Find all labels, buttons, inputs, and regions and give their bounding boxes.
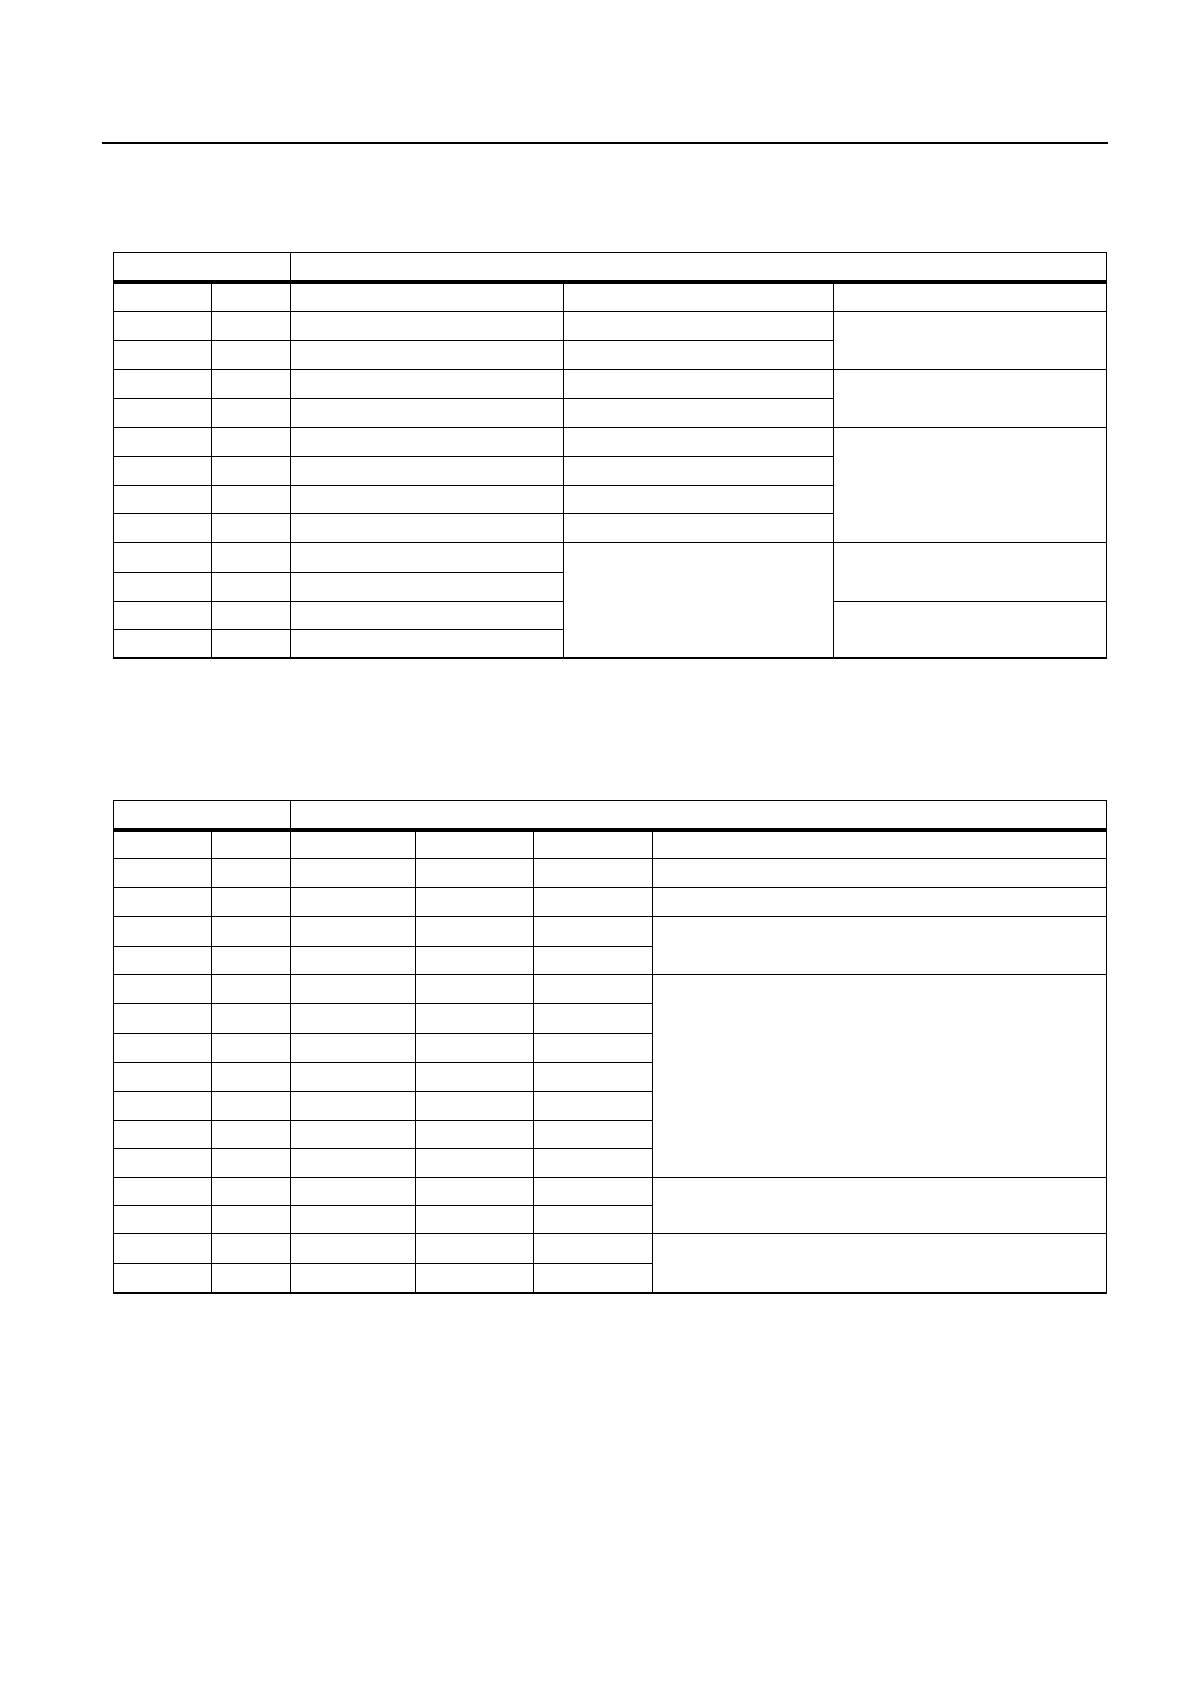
- table-2-cell-r13-c4: [416, 1178, 534, 1206]
- table-2-cell-r5-c2: [212, 947, 291, 975]
- table-1-cell-r4-c4: [564, 370, 834, 399]
- table-2-cell-r1-c5: [534, 830, 653, 859]
- table-1-cell-r8-c3: [291, 486, 564, 514]
- table-1-cell-r12-c1: [114, 602, 212, 630]
- table-2-cell-r5-c4: [416, 947, 534, 975]
- table-2-cell-r12-c5: [534, 1149, 653, 1178]
- table-2-cell-r6-c6: [653, 975, 1107, 1178]
- table-2-cell-r4-c3: [291, 917, 416, 947]
- table-1-cell-r5-c4: [564, 399, 834, 428]
- table-2-cell-r15-c4: [416, 1234, 534, 1264]
- table-1-cell-r10-c5: [834, 543, 1107, 602]
- table-2-cell-r10-c4: [416, 1092, 534, 1121]
- table-1-cell-r9-c4: [564, 514, 834, 543]
- table-1-cell-r3-c4: [564, 341, 834, 370]
- table-2-cell-r13-c6: [653, 1178, 1107, 1234]
- table-1-cell-r4-c5: [834, 370, 1107, 428]
- table-2-cell-r1-c3: [291, 830, 416, 859]
- table-2-cell-r14-c5: [534, 1206, 653, 1234]
- table-2-cell-r9-c2: [212, 1063, 291, 1092]
- table-1-cell-r4-c2: [212, 370, 291, 399]
- table-1-cell-r5-c2: [212, 399, 291, 428]
- table-2-cell-r5-c5: [534, 947, 653, 975]
- table-1-header-cell-1: [114, 253, 291, 282]
- table-1-cell-r8-c4: [564, 486, 834, 514]
- table-1-cell-r12-c5: [834, 602, 1107, 658]
- table-2-cell-r6-c4: [416, 975, 534, 1004]
- table-2-cell-r13-c2: [212, 1178, 291, 1206]
- table-1-cell-r3-c3: [291, 341, 564, 370]
- table-2-header-cell-1: [114, 801, 291, 830]
- table-1-cell-r5-c3: [291, 399, 564, 428]
- table-2-header-cell-2: [291, 801, 1107, 830]
- table-2-cell-r6-c2: [212, 975, 291, 1004]
- table-2-cell-r3-c2: [212, 888, 291, 917]
- table-2-cell-r3-c4: [416, 888, 534, 917]
- table-2-cell-r14-c1: [114, 1206, 212, 1234]
- table-2-cell-r4-c4: [416, 917, 534, 947]
- table-2-cell-r15-c3: [291, 1234, 416, 1264]
- table-1-cell-r9-c3: [291, 514, 564, 543]
- table-1-cell-r8-c1: [114, 486, 212, 514]
- table-2-cell-r11-c3: [291, 1121, 416, 1149]
- table-1-cell-r2-c4: [564, 312, 834, 341]
- table-1-cell-r1-c4: [564, 282, 834, 312]
- table-2-cell-r1-c4: [416, 830, 534, 859]
- table-2-cell-r7-c1: [114, 1004, 212, 1034]
- table-1-cell-r6-c5: [834, 428, 1107, 543]
- table-2-cell-r2-c1: [114, 859, 212, 888]
- table-1-cell-r2-c5: [834, 312, 1107, 370]
- table-1-cell-r1-c1: [114, 282, 212, 312]
- table-1-cell-r13-c2: [212, 630, 291, 658]
- table-2-cell-r12-c1: [114, 1149, 212, 1178]
- table-2-cell-r16-c1: [114, 1264, 212, 1293]
- table-2-cell-r8-c2: [212, 1034, 291, 1063]
- table-2-cell-r1-c2: [212, 830, 291, 859]
- table-1-cell-r2-c3: [291, 312, 564, 341]
- table-1-cell-r7-c3: [291, 457, 564, 486]
- table-2-cell-r3-c6: [653, 888, 1107, 917]
- table-1-cell-r11-c3: [291, 573, 564, 602]
- table-2-cell-r4-c5: [534, 917, 653, 947]
- table-1-cell-r3-c1: [114, 341, 212, 370]
- table-2-cell-r11-c1: [114, 1121, 212, 1149]
- table-2: [113, 800, 1107, 1294]
- table-2-cell-r8-c5: [534, 1034, 653, 1063]
- table-2-cell-r10-c5: [534, 1092, 653, 1121]
- table-2-cell-r2-c4: [416, 859, 534, 888]
- table-1-cell-r10-c4: [564, 543, 834, 658]
- table-1-cell-r11-c2: [212, 573, 291, 602]
- table-2-cell-r7-c3: [291, 1004, 416, 1034]
- table-2-cell-r14-c2: [212, 1206, 291, 1234]
- table-1-cell-r6-c3: [291, 428, 564, 457]
- table-2-cell-r15-c2: [212, 1234, 291, 1264]
- table-2-cell-r9-c3: [291, 1063, 416, 1092]
- table-1-cell-r7-c2: [212, 457, 291, 486]
- table-2-cell-r6-c5: [534, 975, 653, 1004]
- table-1-cell-r1-c5: [834, 282, 1107, 312]
- table-2-cell-r11-c5: [534, 1121, 653, 1149]
- table-1-cell-r3-c2: [212, 341, 291, 370]
- table-2-cell-r2-c6: [653, 859, 1107, 888]
- table-2-cell-r16-c4: [416, 1264, 534, 1293]
- table-1-cell-r9-c2: [212, 514, 291, 543]
- table-2-cell-r16-c2: [212, 1264, 291, 1293]
- table-2-cell-r9-c4: [416, 1063, 534, 1092]
- table-1-cell-r6-c1: [114, 428, 212, 457]
- table-2-cell-r8-c4: [416, 1034, 534, 1063]
- table-2-cell-r2-c5: [534, 859, 653, 888]
- table-2-cell-r12-c3: [291, 1149, 416, 1178]
- table-1-cell-r9-c1: [114, 514, 212, 543]
- table-1-header-cell-2: [291, 253, 1107, 282]
- table-2-cell-r10-c2: [212, 1092, 291, 1121]
- table-1-cell-r13-c1: [114, 630, 212, 658]
- table-1-cell-r11-c1: [114, 573, 212, 602]
- table-2-cell-r2-c3: [291, 859, 416, 888]
- table-2-cell-r13-c1: [114, 1178, 212, 1206]
- table-2-cell-r10-c1: [114, 1092, 212, 1121]
- table-2-cell-r12-c2: [212, 1149, 291, 1178]
- table-2-cell-r16-c5: [534, 1264, 653, 1293]
- table-2-cell-r7-c2: [212, 1004, 291, 1034]
- table-2-cell-r11-c2: [212, 1121, 291, 1149]
- table-1-cell-r2-c1: [114, 312, 212, 341]
- table-1-cell-r2-c2: [212, 312, 291, 341]
- table-2-cell-r9-c5: [534, 1063, 653, 1092]
- table-2-cell-r15-c6: [653, 1234, 1107, 1293]
- table-1-cell-r13-c3: [291, 630, 564, 658]
- table-1-cell-r5-c1: [114, 399, 212, 428]
- table-2-cell-r3-c1: [114, 888, 212, 917]
- table-1-cell-r10-c2: [212, 543, 291, 573]
- table-1-cell-r6-c2: [212, 428, 291, 457]
- table-2-cell-r13-c5: [534, 1178, 653, 1206]
- table-1-cell-r10-c3: [291, 543, 564, 573]
- table-2-cell-r5-c1: [114, 947, 212, 975]
- table-2-cell-r8-c3: [291, 1034, 416, 1063]
- table-1-cell-r10-c1: [114, 543, 212, 573]
- table-2-cell-r6-c3: [291, 975, 416, 1004]
- table-2-cell-r14-c3: [291, 1206, 416, 1234]
- table-1-cell-r1-c2: [212, 282, 291, 312]
- table-2-cell-r1-c1: [114, 830, 212, 859]
- table-2-cell-r5-c3: [291, 947, 416, 975]
- table-2-cell-r13-c3: [291, 1178, 416, 1206]
- table-1-cell-r4-c1: [114, 370, 212, 399]
- table-2-cell-r4-c1: [114, 917, 212, 947]
- table-2-cell-r3-c5: [534, 888, 653, 917]
- table-1-cell-r12-c2: [212, 602, 291, 630]
- table-2-cell-r15-c1: [114, 1234, 212, 1264]
- table-1-cell-r12-c3: [291, 602, 564, 630]
- table-2-cell-r11-c4: [416, 1121, 534, 1149]
- table-2-cell-r16-c3: [291, 1264, 416, 1293]
- top-horizontal-rule: [102, 142, 1108, 144]
- table-2-cell-r1-c6: [653, 830, 1107, 859]
- table-2-cell-r7-c5: [534, 1004, 653, 1034]
- table-2-cell-r14-c4: [416, 1206, 534, 1234]
- table-1: [113, 252, 1107, 659]
- table-1-cell-r7-c1: [114, 457, 212, 486]
- table-2-cell-r6-c1: [114, 975, 212, 1004]
- table-1-cell-r6-c4: [564, 428, 834, 457]
- table-1-cell-r8-c2: [212, 486, 291, 514]
- table-2-cell-r8-c1: [114, 1034, 212, 1063]
- table-2-cell-r9-c1: [114, 1063, 212, 1092]
- table-2-cell-r4-c2: [212, 917, 291, 947]
- table-1-cell-r1-c3: [291, 282, 564, 312]
- table-1-cell-r7-c4: [564, 457, 834, 486]
- table-1-cell-r4-c3: [291, 370, 564, 399]
- table-2-cell-r7-c4: [416, 1004, 534, 1034]
- table-2-cell-r15-c5: [534, 1234, 653, 1264]
- table-2-cell-r3-c3: [291, 888, 416, 917]
- table-2-cell-r4-c6: [653, 917, 1107, 975]
- table-2-cell-r12-c4: [416, 1149, 534, 1178]
- table-2-cell-r2-c2: [212, 859, 291, 888]
- table-2-cell-r10-c3: [291, 1092, 416, 1121]
